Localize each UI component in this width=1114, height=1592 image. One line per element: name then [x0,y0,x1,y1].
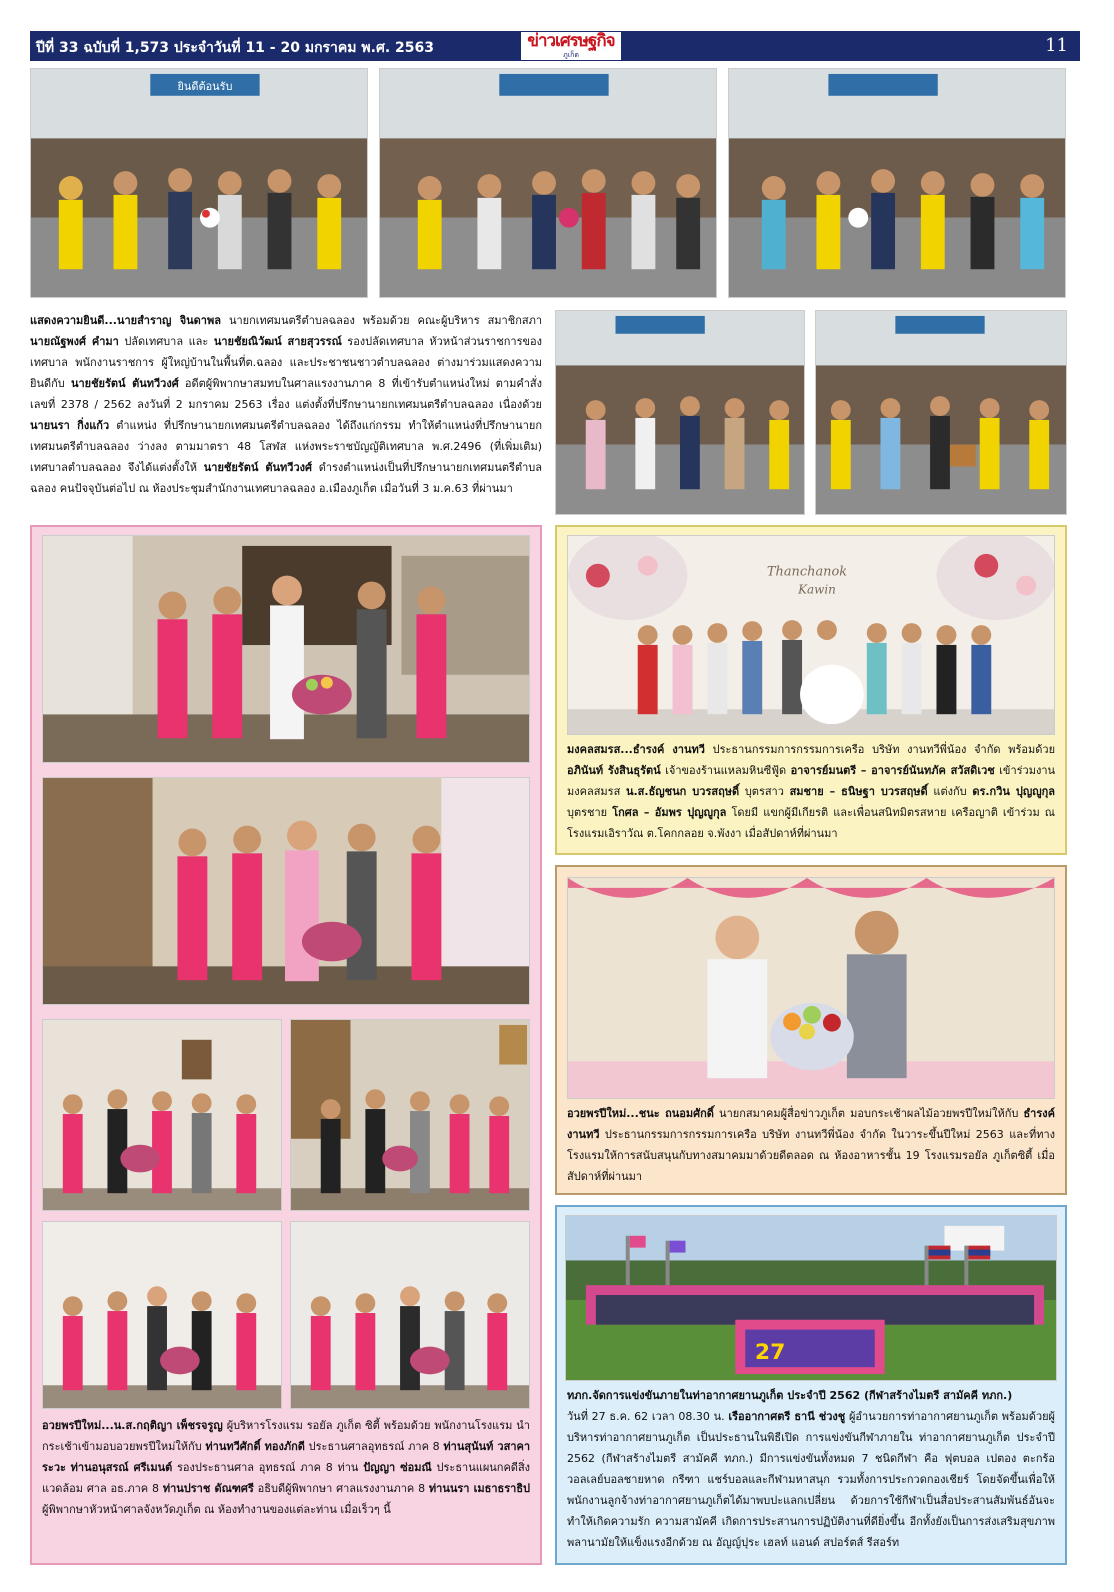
story1-lead: แสดงความยินดี...นายสำราญ จินดาพล [30,314,221,327]
story3-photo [567,535,1055,735]
logo-sub: ภูเก็ต [563,51,579,59]
story3-name-4: น.ส.ธัญชนก บวรสฤษดิ์ [625,785,740,798]
story2-name-7: ท่านนรา เมธาธราธิป [428,1482,531,1495]
story3-body-3: เข้าร่วมงานมงคลสมรส [567,764,1056,798]
story2-body-5: ประธานแผนกคดีสิ่งแวดล้อม ศาล อธ.ภาค 8 [42,1461,531,1495]
story4-name-2: ธำรงค์ งานทวี [567,1107,1055,1141]
story1-caption [30,310,542,499]
story5-box [555,1205,1067,1565]
story3-caption [567,739,1055,844]
story5-photo [565,1215,1057,1381]
page-number: 11 [1045,35,1068,56]
backdrop-text-2: Kawin [798,582,836,597]
story1-photo-2 [379,68,717,298]
story4-body-2: ประธานกรรมการกรรมการเครือ บริษัท งานทวีพี่น้อง จำกัด ในวาระขึ้นปีใหม่ 2563 และที่ทางโรงแรมให้การสนับสนุนกับทางสมาคมมาด้วยดีตลอด ณ ห้องอาหารชั้น 19 โรงแรมรอยัล ภูเก็ตซิตี้ เมื่อสัปดาห์ที่ผ่านมา [567,1128,1055,1183]
story1-body-3: รองปลัดเทศบาล หัวหน้าส่วนราชการของเทศบาล พนักงานราชการ ผู้ใหญ่บ้านในพื้นที่ต.ฉลอง และประชาชนชาวตำบลฉลอง ต่างมาร่วมแสดงความยินดีกับ [30,335,542,390]
story2-name-4: ท่านอนุสรณ์ ศรีเมนต์ [70,1461,173,1474]
story3-name-6: ดร.กวิน ปุญญูกุล [972,785,1056,798]
story1-body-4: อดีตผู้พิพากษาสมทบในศาลแรงงานภาค 8 ที่เข้ารับตำแหน่งใหม่ ตามคำสั่งเลขที่ 2378 / 2562 ลงวันที่ 2 มกราคม 2563 เรื่อง แต่งตั้งที่ปรึกษานายกเทศมนตรีตำบลฉลอง เนื่องด้วย [30,377,542,411]
story4-caption [567,1103,1055,1187]
story2-body-6: อธิบดีผู้พิพากษา ศาลแรงงานภาค 8 [257,1482,426,1495]
newspaper-logo [520,31,622,61]
story5-name-2: เรืออากาศตรี ธานี ช่วงชู [728,1410,846,1423]
story2-body-2: ประธานศาลอุทธรณ์ ภาค 8 [308,1440,440,1453]
story5-headline: ทภก.จัดการแข่งขันภายในท่าอากาศยานภูเก็ต ประจำปี 2562 (กีฬาสร้างไมตรี สามัคคี ทภก.) [567,1389,1013,1402]
story1-photo-4 [555,310,805,515]
story3-name-2: อภินันท์ รังสินธุรัตน์ [567,764,661,777]
story3-name-3: อาจารย์มนตรี – อาจารย์นันทภัค สวัสดิเวช [790,764,995,777]
story1-name-6: นายชัยรัตน์ ตันทวีวงศ์ [203,461,313,474]
story3-body-6: บุตรชาย [567,806,608,819]
issue-line: ปีที่ 33 ฉบับที่ 1,573 ประจำวันที่ 11 - 20 มกราคม พ.ศ. 2563 [36,40,434,56]
story3-body-1: ประธานกรรมการกรรมการเครือ บริษัท งานทวีพี่น้อง จำกัด พร้อมด้วย [712,743,1056,756]
story2-body-7: ผู้พิพากษาหัวหน้าศาลจังหวัดภูเก็ต ณ ห้องทำงานของแต่ละท่าน เมื่อเร็วๆ นี้ [42,1503,391,1516]
story1-photo-1 [30,68,368,298]
story3-body-4: บุตรสาว [744,785,784,798]
story3-name-7: โกศล – อัมพร ปุญญูกุล [612,806,727,819]
story4-photo [567,877,1055,1099]
story2-lead: อวยพรปีใหม่...น.ส.กฤติญา เพ็ชรจรูญ [42,1419,223,1432]
story1-name-5: นายนรา กิ่งแก้ว [30,419,110,432]
story1-body-6: ดำรงตำแหน่งเป็นที่ปรึกษานายกเทศมนตรีตำบลฉลอง คนปัจจุบันต่อไป ณ ห้องประชุมสำนักงานเทศบาลฉลอง อ.เมืองภูเก็ต เมื่อวันที่ 3 ม.ค.63 ที่ผ่านมา [30,461,543,495]
backdrop-text-1: Thanchanok [766,564,848,580]
story2-photo-3 [42,1019,282,1211]
story1-name-2: นายณัฐพงศ์ คำมา [30,335,119,348]
logo-name: ข่าวเศรษฐกิจ [527,31,615,51]
story2-photo-5 [42,1221,282,1409]
welcome-sign-text: ยินดีต้อนรับ [177,79,233,93]
story4-lead: อวยพรปีใหม่...ชนะ ถนอมศักดิ์ [567,1107,714,1120]
story1-name-3: นายชัยณิวัฒน์ สายสุวรรณ์ [213,335,342,348]
story1-name-4: นายชัยรัตน์ ตันทวีวงศ์ [70,377,179,390]
story2-body-1: ผู้บริหารโรงแรม รอยัล ภูเก็ต ซิตี้ พร้อมด้วย พนักงานโรงแรม นำกระเช้าเข้ามอบอวยพรปีใหม่ให้กับ [42,1419,530,1453]
story2-name-5: ปัญญา ซ่อมณี [363,1461,432,1474]
banner-number: 27 [754,1340,786,1366]
story1-body-2: ปลัดเทศบาล และ [124,335,209,348]
story5-body-2: ผู้อำนวยการท่าอากาศยานภูเก็ต พร้อมด้วยผู้บริหารท่าอากาศยานภูเก็ต เป็นประธานในพิธีเปิด การแข่งขันกีฬาภายใน ท่าอากาศยานภูเก็ต ประจำปี 2562 (กีฬาสร้างไมตรี สามัคคี ทภก.) มีการแข่งขันทั้งหมด 7 ชนิดกีฬา คือ ฟุตบอล เปตอง ตะกร้อ วอลเลย์บอลชายหาด กรีฑา แชร์บอลและกีฬามหาสนุก รวมทั้งการประกวดกองเชียร์ โดยจัดขึ้นเพื่อให้พนักงานลูกจ้างท่าอากาศยานภูเก็ตได้มาพบปะแลกเปลี่ยน ด้วยการใช้กีฬาเป็นสื่อประสานสัมพันธ์อันจะทำให้เกิดความรัก ความสามัคคี เกิดการประสานการปฏิบัติงานที่ดียิ่งขึ้น อีกทั้งยังเป็นการส่งเสริมสุขภาพพลานามัยให้แข็งแรงอีกด้วย ณ อัญญ์ปุระ เฮลท์ แอนด์ สปอร์ตส์ รีสอร์ท [567,1410,1056,1549]
story5-caption [567,1385,1055,1553]
story3-lead: มงคลสมรส...ธำรงค์ งานทวี [567,743,705,756]
story3-box [555,525,1067,855]
story1-photo-3 [728,68,1066,298]
page-header [30,31,1080,61]
story1-photo-5 [815,310,1067,515]
story2-name-6: ท่านปราช ดัณฑศรี [162,1482,254,1495]
story2-photo-6 [290,1221,530,1409]
story1-body-5: ตำแหน่ง ที่ปรึกษานายกเทศมนตรีตำบลฉลอง ได้ถึงแก่กรรม ทำให้ตำแหน่งที่ปรึกษานายกเทศมนตรีตำบลฉลอง ว่างลง ตามมาตรา 48 โสฬส แห่งพระราชบัญญัติเทศบาล พ.ศ.2496 (ที่เพิ่มเติม) เทศบาลตำบลฉลอง จึงได้แต่งตั้งให้ [30,419,542,474]
story2-name-2: ท่านทวีศักดิ์ ทองภักดี [205,1440,305,1453]
story2-caption [42,1415,530,1520]
story3-body-2: เจ้าของร้านแหลมหินซีฟู้ด [665,764,787,777]
story1-body-1: นายกเทศมนตรีตำบลฉลอง พร้อมด้วย คณะผู้บริหาร สมาชิกสภา [228,314,542,327]
story4-box [555,865,1067,1195]
story2-name-3: ท่านสุนันท์ วสาคาระวะ [42,1440,531,1474]
story3-body-7: โดยมี แขกผู้มีเกียรติ และเพื่อนสนิทมิตรสหาย เครือญาติ เข้าร่วม ณ โรงแรมเอิราวัณ ต.โคกกลอย จ.พังงา เมื่อสัปดาห์ที่ผ่านมา [567,806,1055,840]
story3-name-5: สมชาย – ธนิษฐา บวรสฤษดิ์ [789,785,928,798]
story2-box [30,525,542,1565]
story2-photo-2 [42,777,530,1005]
story2-body-4: รองประธานศาล อุทธรณ์ ภาค 8 ท่าน [177,1461,359,1474]
story2-photo-4 [290,1019,530,1211]
story3-body-5: แต่งกับ [933,785,967,798]
story2-photo-1 [42,535,530,763]
story4-body-1: นายกสมาคมผู้สื่อข่าวภูเก็ต มอบกระเช้าผลไม้อวยพรปีใหม่ให้กับ [719,1107,1019,1120]
story5-body-1: วันที่ 27 ธ.ค. 62 เวลา 08.30 น. [567,1410,725,1423]
